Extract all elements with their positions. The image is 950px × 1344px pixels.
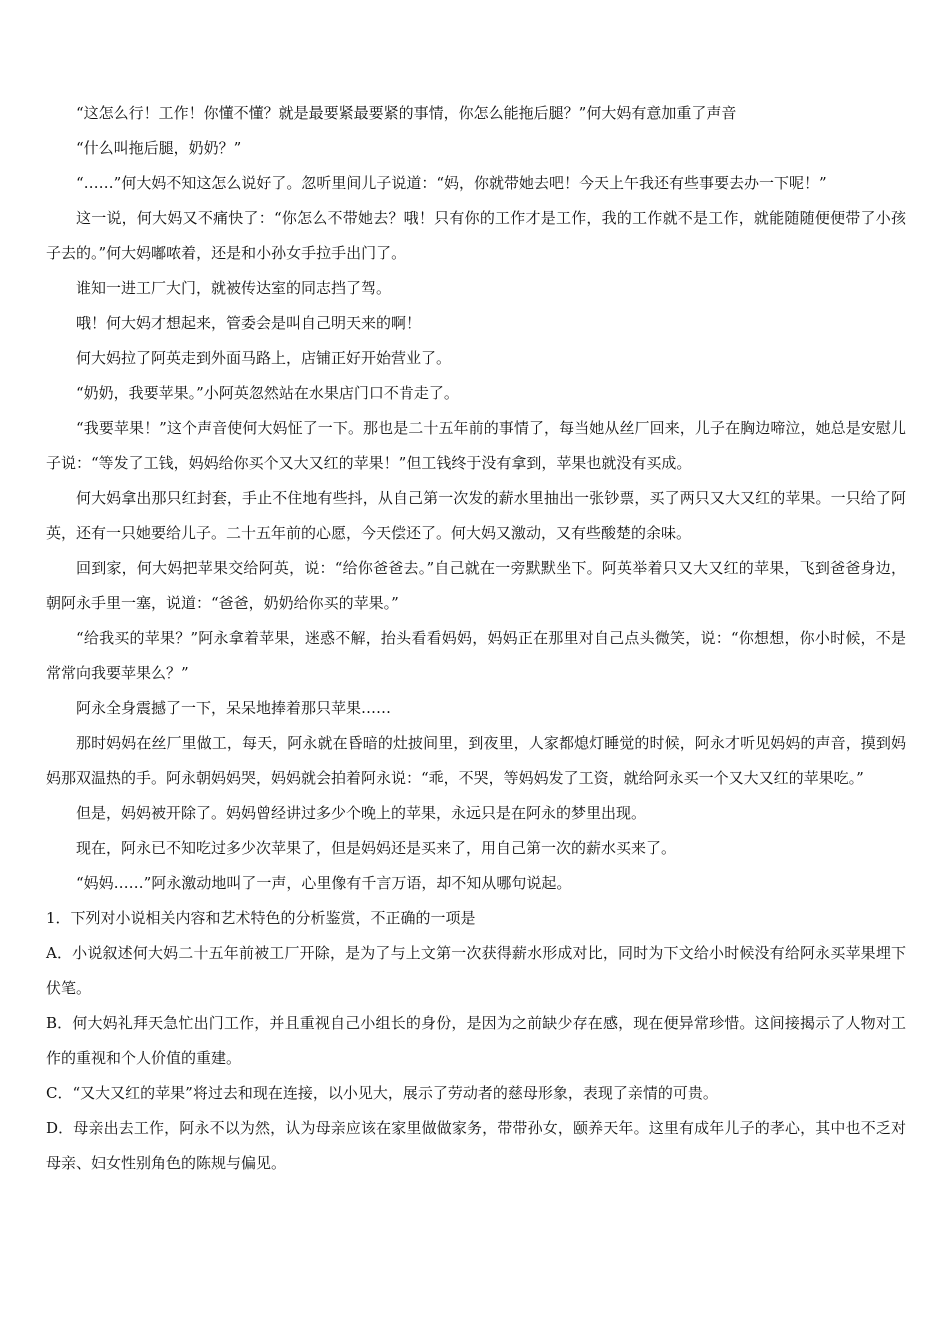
passage-paragraph-4: 这一说，何大妈又不痛快了：“你怎么不带她去？哦！只有你的工作才是工作，我的工作就不是工作，就能随随便便带了小孩子去的。”何大妈嘟哝着，还是和小孙女手拉手出门了。 [46, 209, 906, 262]
passage-paragraph-11: 回到家，何大妈把苹果交给阿英，说：“给你爸爸去。”自己就在一旁默默坐下。阿英举着只又大又红的苹果，飞到爸爸身边，朝阿永手里一塞，说道：“爸爸，奶奶给你买的苹果。” [46, 559, 906, 612]
question-stem: 1．下列对小说相关内容和艺术特色的分析鉴赏，不正确的一项是 [46, 909, 476, 927]
passage-paragraph-7: 何大妈拉了阿英走到外面马路上，店铺正好开始营业了。 [76, 349, 452, 367]
document-content [46, 96, 906, 1181]
passage-paragraph-16: 现在，阿永已不知吃过多少次苹果了，但是妈妈还是买来了，用自己第一次的薪水买来了。 [76, 839, 677, 857]
passage-paragraph-12: “给我买的苹果？”阿永拿着苹果，迷惑不解，抬头看看妈妈，妈妈正在那里对自己点头微笑，说：“你想想，你小时候，不是常常向我要苹果么？” [46, 629, 906, 682]
passage-paragraph-13: 阿永全身震撼了一下，呆呆地捧着那只苹果…… [76, 699, 392, 717]
passage-paragraph-2: “什么叫拖后腿，奶奶？” [76, 139, 242, 157]
passage-paragraph-1: “这怎么行！工作！你懂不懂？就是最要紧最要紧的事情，你怎么能拖后腿？”何大妈有意加重了声音 [76, 104, 737, 122]
passage-paragraph-8: “奶奶，我要苹果。”小阿英忽然站在水果店门口不肯走了。 [76, 384, 459, 402]
passage-paragraph-5: 谁知一进工厂大门，就被传达室的同志挡了驾。 [76, 279, 392, 297]
passage-paragraph-10: 何大妈拿出那只红封套，手止不住地有些抖，从自己第一次发的薪水里抽出一张钞票，买了两只又大又红的苹果。一只给了阿英，还有一只她要给儿子。二十五年前的心愿，今天偿还了。何大妈又激动，又有些酸楚的余味。 [46, 489, 906, 542]
passage-paragraph-15: 但是，妈妈被开除了。妈妈曾经讲过多少个晚上的苹果，永远只是在阿永的梦里出现。 [76, 804, 647, 822]
passage-paragraph-6: 哦！何大妈才想起来，管委会是叫自己明天来的啊！ [76, 314, 422, 332]
passage-paragraph-17: “妈妈……”阿永激动地叫了一声，心里像有千言万语，却不知从哪句说起。 [76, 874, 572, 892]
option-d: D．母亲出去工作，阿永不以为然，认为母亲应该在家里做做家务，带带孙女，颐养天年。这里有成年儿子的孝心，其中也不乏对母亲、妇女性别角色的陈规与偏见。 [46, 1119, 906, 1172]
option-b: B．何大妈礼拜天急忙出门工作，并且重视自己小组长的身份，是因为之前缺少存在感，现在便异常珍惜。这间接揭示了人物对工作的重视和个人价值的重建。 [46, 1014, 906, 1067]
passage-paragraph-3: “……”何大妈不知这怎么说好了。忽听里间儿子说道：“妈，你就带她去吧！今天上午我还有些事要去办一下呢！” [76, 174, 827, 192]
option-c: C．“又大又红的苹果”将过去和现在连接，以小见大，展示了劳动者的慈母形象，表现了亲情的可贵。 [46, 1084, 718, 1102]
passage-paragraph-14: 那时妈妈在丝厂里做工，每天，阿永就在昏暗的灶披间里，到夜里，人家都熄灯睡觉的时候，阿永才听见妈妈的声音，摸到妈妈那双温热的手。阿永朝妈妈哭，妈妈就会拍着阿永说：“乖，不哭，等妈妈发了工资，就给阿永买一个又大又红的苹果吃。” [46, 734, 906, 787]
option-a: A．小说叙述何大妈二十五年前被工厂开除，是为了与上文第一次获得薪水形成对比，同时为下文给小时候没有给阿永买苹果埋下伏笔。 [46, 944, 906, 997]
passage-paragraph-9: “我要苹果！”这个声音使何大妈怔了一下。那也是二十五年前的事情了，每当她从丝厂回来，儿子在胸边啼泣，她总是安慰儿子说：“等发了工钱，妈妈给你买个又大又红的苹果！”但工钱终于没有拿到，苹果也就没有买成。 [46, 419, 906, 472]
